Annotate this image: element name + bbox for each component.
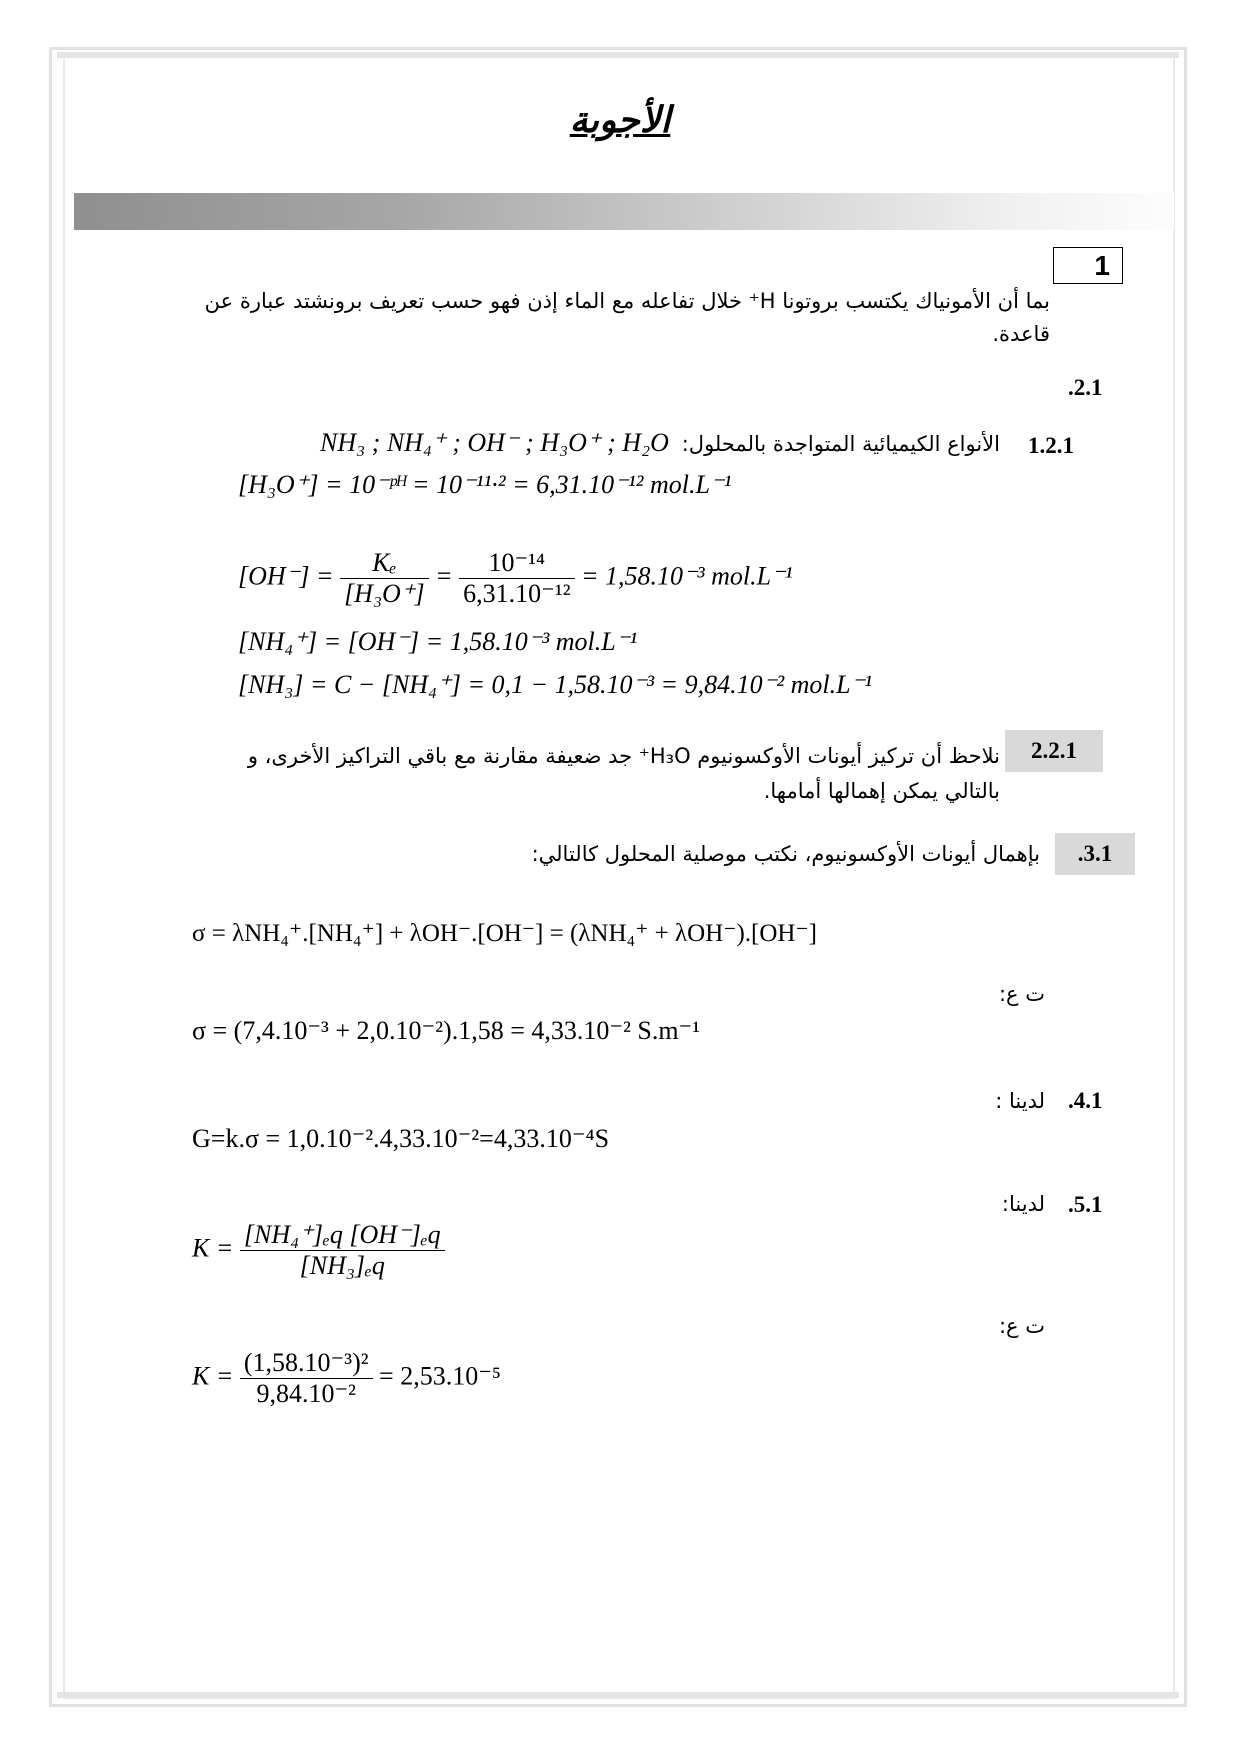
section-label-3-1: .3.1	[1055, 833, 1135, 875]
equation-nh4: [NH₄⁺] = [OH⁻] = 1,58.10⁻³ mol.L⁻¹	[238, 627, 638, 656]
equation-sigma: σ = λNH₄⁺.[NH₄⁺] + λOH⁻.[OH⁻] = (λNH₄⁺ + λOH⁻).[OH⁻]	[192, 920, 817, 947]
equation-k-numeric-fraction	[240, 1348, 373, 1409]
equation-sigma-numeric: σ = (7,4.10⁻³ + 2,0.10⁻²).1,58 = 4,33.10⁻² S.m⁻¹	[192, 1016, 701, 1045]
equation-oh-fraction-1	[340, 548, 429, 609]
equation-conductance: G=k.σ = 1,0.10⁻².4,33.10⁻²=4,33.10⁻⁴S	[192, 1124, 610, 1153]
equation-h3o: [H₃O⁺] = 10⁻ᵖᴴ = 10⁻¹¹·² = 6,31.10⁻¹² mol.L⁻¹	[238, 470, 732, 499]
equation-oh-fraction-2-den: 6,31.10⁻¹²	[463, 579, 571, 608]
answer-5-1-text: لدينا:	[1001, 1192, 1045, 1216]
equation-oh-eq: =	[435, 561, 453, 591]
equation-oh-fraction-1-num: Kₑ	[340, 548, 429, 579]
equation-nh3: [NH₃] = C − [NH₄⁺] = 0,1 − 1,58.10⁻³ = 9,84.10⁻² mol.L⁻¹	[238, 670, 873, 699]
answer-4-1-text: لدينا :	[995, 1089, 1045, 1113]
header-gradient-bar	[74, 193, 1174, 230]
equation-oh-fraction-2	[459, 548, 574, 609]
species-text: الأنواع الكيميائية المتواجدة بالمحلول:	[681, 432, 1000, 456]
equation-k-den: [NH₃]ₑq	[299, 1251, 385, 1280]
equation-oh-fraction-2-num: 10⁻¹⁴	[459, 548, 574, 579]
answer-3-1-text: بإهمال أيونات الأوكسونيوم، نكتب موصلية المحلول كالتالي:	[531, 842, 1040, 866]
page-rule-bottom	[57, 1692, 1179, 1698]
section-label-1-2-1: 1.2.1	[1028, 433, 1074, 458]
equation-k-numeric-den: 9,84.10⁻²	[256, 1379, 356, 1408]
equation-oh-fraction-1-den: [H₃O⁺]	[344, 579, 425, 608]
section-label-2-2-1: 2.2.1	[1005, 730, 1103, 772]
answer-1-line-1: بما أن الأمونياك يكتسب بروتونا H⁺ خلال تفاعله مع الماء إذن فهو حسب تعريف برونشتد عبارة عن	[204, 289, 1050, 313]
equation-k-numeric	[192, 1348, 501, 1409]
page-rule-top	[57, 52, 1179, 58]
answer-2-2-1-line-1: نلاحظ أن تركيز أيونات الأوكسونيوم H₃O⁺ جد ضعيفة مقارنة مع باقي التراكيز الأخرى، و	[247, 744, 1000, 768]
answer-1-line-2: قاعدة.	[992, 322, 1050, 346]
equation-k	[192, 1220, 445, 1281]
equation-k-numeric-num: (1,58.10⁻³)²	[240, 1348, 373, 1379]
equation-oh	[238, 548, 793, 609]
species-list: NH₃ ; NH₄⁺ ; OH⁻ ; H₃O⁺ ; H₂O	[320, 428, 669, 457]
equation-k-num: [NH₄⁺]ₑq [OH⁻]ₑq	[240, 1220, 445, 1251]
equation-k-fraction	[240, 1220, 445, 1281]
numerical-application-2: ت ع:	[998, 1314, 1045, 1338]
section-label-4-1: .4.1	[1068, 1088, 1103, 1113]
equation-oh-lhs: [OH⁻] =	[238, 561, 334, 591]
numerical-application-1: ت ع:	[998, 982, 1045, 1006]
question-number-box: 1	[1053, 247, 1123, 284]
equation-k-lhs: K =	[192, 1233, 234, 1263]
answer-2-2-1-line-2: بالتالي يمكن إهمالها أمامها.	[763, 779, 1000, 803]
section-label-2-1: .2.1	[1068, 375, 1103, 400]
equation-k-numeric-rhs: = 2,53.10⁻⁵	[379, 1361, 501, 1391]
page-title: الأجوبة	[569, 100, 671, 141]
equation-oh-rhs: = 1,58.10⁻³ mol.L⁻¹	[581, 561, 793, 591]
equation-k-numeric-lhs: K =	[192, 1361, 234, 1391]
section-label-5-1: .5.1	[1068, 1192, 1103, 1217]
